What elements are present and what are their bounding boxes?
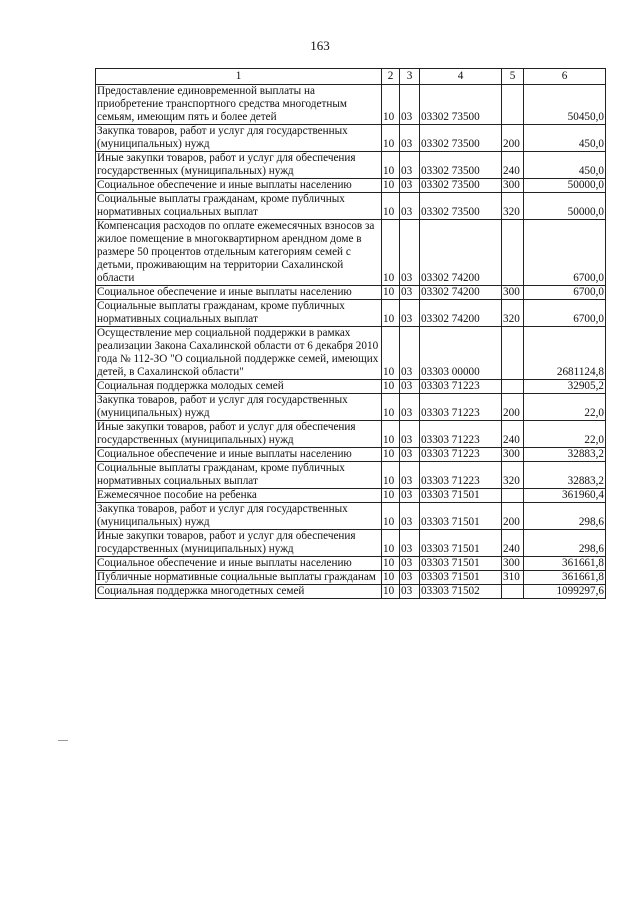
subsection-cell: 03 <box>400 152 420 179</box>
expense-type-cell: 320 <box>502 300 524 327</box>
amount-cell: 450,0 <box>524 152 606 179</box>
table-row <box>96 327 606 380</box>
target-article-cell: 03303 71501 <box>420 530 502 557</box>
table-row <box>96 421 606 448</box>
amount-cell: 50000,0 <box>524 193 606 220</box>
row-name-cell: Иные закупки товаров, работ и услуг для обеспечения государственных (муниципальных) нужд <box>96 421 382 448</box>
section-cell: 10 <box>382 85 400 125</box>
expense-type-cell: 300 <box>502 286 524 300</box>
table-row <box>96 394 606 421</box>
expense-type-cell <box>502 327 524 380</box>
amount-cell: 361960,4 <box>524 489 606 503</box>
subsection-cell: 03 <box>400 286 420 300</box>
target-article-cell: 03302 73500 <box>420 85 502 125</box>
expense-type-cell: 320 <box>502 462 524 489</box>
target-article-cell: 03303 71223 <box>420 421 502 448</box>
section-cell: 10 <box>382 286 400 300</box>
subsection-cell: 03 <box>400 327 420 380</box>
target-article-cell: 03302 73500 <box>420 125 502 152</box>
row-name-cell: Закупка товаров, работ и услуг для государственных (муниципальных) нужд <box>96 394 382 421</box>
row-name-cell: Социальное обеспечение и иные выплаты населению <box>96 179 382 193</box>
section-cell: 10 <box>382 193 400 220</box>
amount-cell: 298,6 <box>524 530 606 557</box>
header-col-5: 5 <box>502 69 524 85</box>
expense-type-cell <box>502 489 524 503</box>
section-cell: 10 <box>382 489 400 503</box>
expense-type-cell: 310 <box>502 571 524 585</box>
row-name-cell: Закупка товаров, работ и услуг для государственных (муниципальных) нужд <box>96 503 382 530</box>
expense-type-cell: 240 <box>502 152 524 179</box>
margin-mark <box>58 740 68 741</box>
subsection-cell: 03 <box>400 394 420 421</box>
table-row <box>96 286 606 300</box>
budget-table <box>95 68 606 599</box>
subsection-cell: 03 <box>400 530 420 557</box>
table-row <box>96 179 606 193</box>
table-row <box>96 462 606 489</box>
row-name-cell: Социальное обеспечение и иные выплаты населению <box>96 557 382 571</box>
target-article-cell: 03303 71223 <box>420 394 502 421</box>
table-row <box>96 448 606 462</box>
row-name-cell: Социальные выплаты гражданам, кроме публичных нормативных социальных выплат <box>96 300 382 327</box>
subsection-cell: 03 <box>400 193 420 220</box>
amount-cell: 32883,2 <box>524 448 606 462</box>
target-article-cell: 03303 71501 <box>420 557 502 571</box>
expense-type-cell <box>502 380 524 394</box>
row-name-cell: Компенсация расходов по оплате ежемесячных взносов за жилое помещение в многоквартирном арендном доме в размере 50 процентов отдельным категориям семей с детьми, проживающим на территории Сахалинской области <box>96 220 382 286</box>
header-col-1: 1 <box>96 69 382 85</box>
target-article-cell: 03303 71501 <box>420 503 502 530</box>
subsection-cell: 03 <box>400 179 420 193</box>
expense-type-cell: 300 <box>502 557 524 571</box>
subsection-cell: 03 <box>400 220 420 286</box>
table-row <box>96 380 606 394</box>
subsection-cell: 03 <box>400 557 420 571</box>
row-name-cell: Закупка товаров, работ и услуг для государственных (муниципальных) нужд <box>96 125 382 152</box>
table-header <box>96 69 606 85</box>
amount-cell: 361661,8 <box>524 557 606 571</box>
row-name-cell: Предоставление единовременной выплаты на приобретение транспортного средства многодетным семьям, имеющим пять и более детей <box>96 85 382 125</box>
section-cell: 10 <box>382 327 400 380</box>
target-article-cell: 03302 74200 <box>420 300 502 327</box>
amount-cell: 6700,0 <box>524 286 606 300</box>
amount-cell: 1099297,6 <box>524 585 606 599</box>
table-row <box>96 489 606 503</box>
subsection-cell: 03 <box>400 462 420 489</box>
expense-type-cell: 320 <box>502 193 524 220</box>
subsection-cell: 03 <box>400 421 420 448</box>
page-number: 163 <box>310 38 330 53</box>
target-article-cell: 03302 73500 <box>420 179 502 193</box>
table-row <box>96 125 606 152</box>
amount-cell: 32883,2 <box>524 462 606 489</box>
target-article-cell: 03302 74200 <box>420 220 502 286</box>
subsection-cell: 03 <box>400 125 420 152</box>
table-row <box>96 220 606 286</box>
row-name-cell: Публичные нормативные социальные выплаты гражданам <box>96 571 382 585</box>
target-article-cell: 03302 74200 <box>420 286 502 300</box>
expense-type-cell: 200 <box>502 125 524 152</box>
row-name-cell: Социальное обеспечение и иные выплаты населению <box>96 286 382 300</box>
subsection-cell: 03 <box>400 85 420 125</box>
subsection-cell: 03 <box>400 571 420 585</box>
expense-type-cell: 240 <box>502 421 524 448</box>
row-name-cell: Социальное обеспечение и иные выплаты населению <box>96 448 382 462</box>
target-article-cell: 03303 71223 <box>420 380 502 394</box>
table-row <box>96 300 606 327</box>
table-row <box>96 557 606 571</box>
amount-cell: 32905,2 <box>524 380 606 394</box>
amount-cell: 22,0 <box>524 421 606 448</box>
amount-cell: 50450,0 <box>524 85 606 125</box>
section-cell: 10 <box>382 300 400 327</box>
row-name-cell: Социальные выплаты гражданам, кроме публичных нормативных социальных выплат <box>96 193 382 220</box>
table-row <box>96 85 606 125</box>
expense-type-cell: 300 <box>502 179 524 193</box>
subsection-cell: 03 <box>400 503 420 530</box>
section-cell: 10 <box>382 152 400 179</box>
section-cell: 10 <box>382 530 400 557</box>
table-row <box>96 193 606 220</box>
section-cell: 10 <box>382 421 400 448</box>
table-body <box>96 85 606 599</box>
subsection-cell: 03 <box>400 380 420 394</box>
header-col-3: 3 <box>400 69 420 85</box>
row-name-cell: Осуществление мер социальной поддержки в рамках реализации Закона Сахалинской области от 6 декабря 2010 года № 112-ЗО "О социальной поддержке семей, имеющих детей, в Сахалинской области" <box>96 327 382 380</box>
expense-type-cell: 200 <box>502 394 524 421</box>
table-row <box>96 571 606 585</box>
target-article-cell: 03303 71501 <box>420 489 502 503</box>
section-cell: 10 <box>382 557 400 571</box>
subsection-cell: 03 <box>400 300 420 327</box>
amount-cell: 361661,8 <box>524 571 606 585</box>
table-row <box>96 530 606 557</box>
subsection-cell: 03 <box>400 489 420 503</box>
target-article-cell: 03303 71223 <box>420 462 502 489</box>
subsection-cell: 03 <box>400 585 420 599</box>
amount-cell: 298,6 <box>524 503 606 530</box>
amount-cell: 6700,0 <box>524 220 606 286</box>
table-row <box>96 585 606 599</box>
table-row <box>96 152 606 179</box>
section-cell: 10 <box>382 179 400 193</box>
target-article-cell: 03302 73500 <box>420 152 502 179</box>
expense-type-cell: 240 <box>502 530 524 557</box>
subsection-cell: 03 <box>400 448 420 462</box>
row-name-cell: Иные закупки товаров, работ и услуг для обеспечения государственных (муниципальных) нужд <box>96 530 382 557</box>
expense-type-cell: 200 <box>502 503 524 530</box>
row-name-cell: Иные закупки товаров, работ и услуг для обеспечения государственных (муниципальных) нужд <box>96 152 382 179</box>
section-cell: 10 <box>382 394 400 421</box>
amount-cell: 450,0 <box>524 125 606 152</box>
amount-cell: 2681124,8 <box>524 327 606 380</box>
section-cell: 10 <box>382 585 400 599</box>
section-cell: 10 <box>382 380 400 394</box>
target-article-cell: 03302 73500 <box>420 193 502 220</box>
target-article-cell: 03303 71501 <box>420 571 502 585</box>
section-cell: 10 <box>382 125 400 152</box>
expense-type-cell <box>502 85 524 125</box>
row-name-cell: Социальная поддержка многодетных семей <box>96 585 382 599</box>
section-cell: 10 <box>382 220 400 286</box>
section-cell: 10 <box>382 462 400 489</box>
amount-cell: 6700,0 <box>524 300 606 327</box>
amount-cell: 50000,0 <box>524 179 606 193</box>
header-col-2: 2 <box>382 69 400 85</box>
header-row <box>96 69 606 85</box>
section-cell: 10 <box>382 503 400 530</box>
target-article-cell: 03303 71223 <box>420 448 502 462</box>
amount-cell: 22,0 <box>524 394 606 421</box>
section-cell: 10 <box>382 448 400 462</box>
row-name-cell: Социальная поддержка молодых семей <box>96 380 382 394</box>
row-name-cell: Социальные выплаты гражданам, кроме публичных нормативных социальных выплат <box>96 462 382 489</box>
expense-type-cell: 300 <box>502 448 524 462</box>
header-col-4: 4 <box>420 69 502 85</box>
table-row <box>96 503 606 530</box>
target-article-cell: 03303 71502 <box>420 585 502 599</box>
section-cell: 10 <box>382 571 400 585</box>
expense-type-cell <box>502 585 524 599</box>
target-article-cell: 03303 00000 <box>420 327 502 380</box>
expense-type-cell <box>502 220 524 286</box>
row-name-cell: Ежемесячное пособие на ребенка <box>96 489 382 503</box>
header-col-6: 6 <box>524 69 606 85</box>
